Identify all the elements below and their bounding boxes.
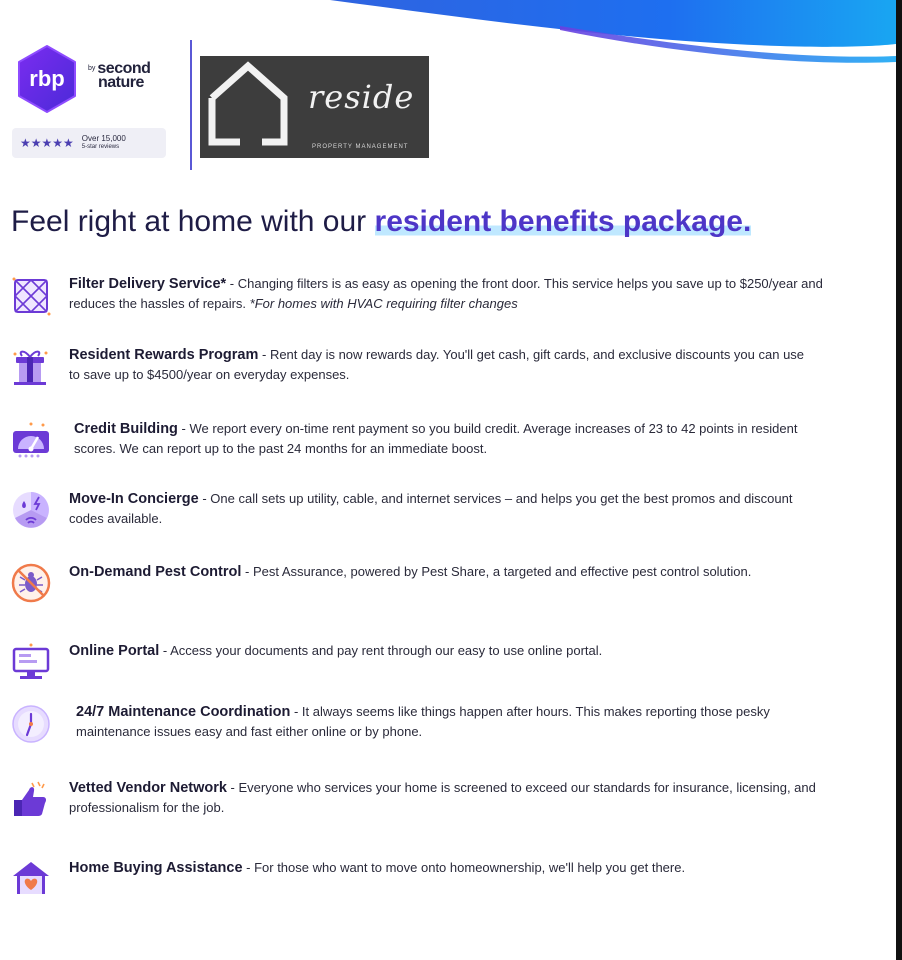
- home-heart-icon: [10, 858, 52, 900]
- benefit-separator: -: [226, 276, 238, 291]
- benefit-title: Online Portal: [69, 643, 160, 659]
- benefit-description: Everyone who services your home is screened to exceed our standards for insurance, licensing, and professionalism for the job.: [69, 780, 816, 815]
- benefit-separator: -: [159, 643, 171, 658]
- benefit-description: Pest Assurance, powered by Pest Share, a targeted and effective pest control solution.: [252, 564, 752, 579]
- benefit-text: [69, 641, 829, 661]
- benefit-title: Resident Rewards Program: [69, 347, 259, 363]
- monitor-icon: [10, 641, 52, 683]
- benefit-title: Move-In Concierge: [69, 491, 199, 507]
- rbp-logo: [12, 44, 82, 114]
- benefit-separator: -: [226, 780, 239, 795]
- rbp-logo-text: rbp: [29, 66, 65, 91]
- thumbs-up-icon: [10, 778, 52, 820]
- brand-second: second: [97, 60, 151, 77]
- benefit-separator: -: [198, 491, 211, 506]
- benefit-title: On-Demand Pest Control: [69, 564, 242, 580]
- benefit-text: [69, 345, 809, 384]
- right-edge-bar: [896, 0, 902, 960]
- benefit-title: 24/7 Maintenance Coordination: [76, 704, 291, 720]
- benefit-text: [69, 858, 829, 878]
- filter-icon: [10, 274, 52, 316]
- benefit-text: [69, 562, 829, 582]
- benefit-text: [69, 778, 829, 817]
- benefit-separator: -: [241, 564, 253, 579]
- benefit-separator: -: [258, 347, 270, 362]
- reside-subtitle: PROPERTY MANAGEMENT: [312, 144, 409, 150]
- benefit-description: Changing filters is as easy as opening the front door. This service helps you save up to $250/year and reduces the hassles of repairs.: [69, 276, 823, 311]
- benefit-separator: -: [177, 421, 190, 436]
- benefit-description: For those who want to move onto homeownership, we'll help you get there.: [254, 860, 686, 875]
- pest-control-icon: [10, 562, 52, 604]
- reside-wordmark: reside: [308, 78, 415, 116]
- benefit-text: [69, 274, 839, 313]
- benefit-text: [76, 702, 826, 741]
- benefit-description: One call sets up utility, cable, and internet services – and helps you get the best promos and discount codes available.: [69, 491, 793, 526]
- headline-accent: resident benefits package.: [374, 205, 752, 238]
- gauge-icon: [10, 419, 52, 461]
- reviews-badge: [12, 128, 166, 158]
- reviews-label: 5-star reviews: [81, 144, 120, 150]
- clock-icon: [10, 702, 52, 744]
- benefit-text: [74, 419, 814, 458]
- reviews-text: [82, 134, 126, 152]
- star-rating-icon: ★★★★★: [20, 136, 74, 150]
- gift-icon: [10, 345, 52, 387]
- benefit-title: Credit Building: [74, 421, 178, 437]
- headline-prefix: Feel right at home with our: [11, 205, 375, 238]
- benefit-description: Rent day is now rewards day. You'll get cash, gift cards, and exclusive discounts you can use to save up to $4500/year on everyday expenses.: [69, 347, 805, 382]
- benefit-title: Filter Delivery Service*: [69, 276, 227, 292]
- page-headline: [11, 205, 751, 239]
- benefit-separator: -: [242, 860, 255, 875]
- benefit-description: Access your documents and pay rent through our easy to use online portal.: [170, 643, 603, 658]
- utilities-icon: [10, 489, 52, 531]
- benefit-title: Home Buying Assistance: [69, 860, 243, 876]
- reviews-count: Over 15,000: [81, 134, 126, 143]
- second-nature-wordmark: [88, 62, 150, 90]
- reside-logo: [200, 56, 429, 158]
- brand-by: by: [88, 65, 96, 72]
- benefit-description: It always seems like things happen after hours. This makes reporting those pesky maintenance issues easy and fast either online or by phone.: [76, 704, 770, 739]
- benefit-separator: -: [290, 704, 302, 719]
- benefit-description: We report every on-time rent payment so you build credit. Average increases of 23 to 42 points in resident scores. We can report up to the past 24 months for an immediate boost.: [74, 421, 798, 456]
- benefit-footnote: *For homes with HVAC requiring filter changes: [249, 296, 518, 311]
- brand-nature: nature: [98, 74, 144, 91]
- house-outline-icon: [200, 56, 300, 158]
- benefit-text: [69, 489, 829, 528]
- logo-divider: [190, 40, 192, 170]
- benefit-title: Vetted Vendor Network: [69, 780, 227, 796]
